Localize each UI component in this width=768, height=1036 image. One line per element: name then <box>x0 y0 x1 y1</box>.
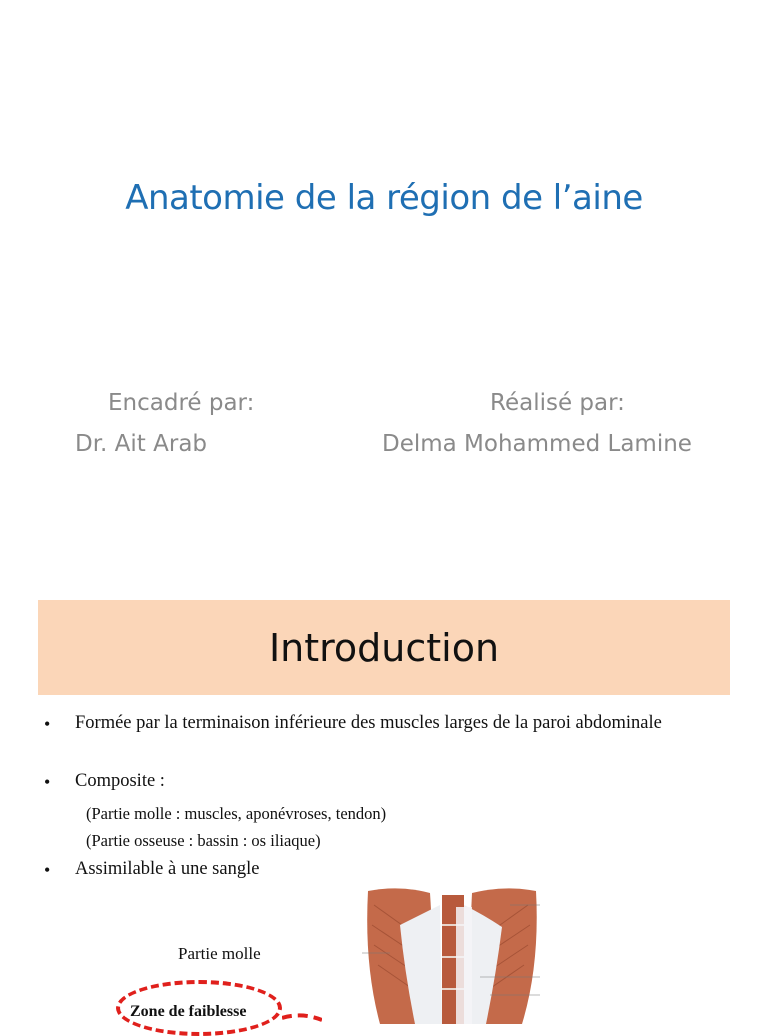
bullet-icon: • <box>44 860 51 880</box>
figure-label: Partie molle <box>178 944 261 963</box>
supervised-by-label: Encadré par: <box>108 390 255 416</box>
heading-banner <box>38 600 730 695</box>
sub-item: (Partie molle : muscles, aponévroses, tendon) <box>86 804 387 823</box>
author-name: Delma Mohammed Lamine <box>382 431 692 457</box>
bullet-item: Assimilable à une sangle <box>75 859 260 879</box>
bullet-icon: • <box>44 714 51 734</box>
bullet-icon: • <box>44 772 51 792</box>
made-by-label: Réalisé par: <box>490 390 625 416</box>
introduction-slide <box>0 588 768 1024</box>
slide-title: Anatomie de la région de l’aine <box>125 178 643 218</box>
bullet-item: Composite : <box>75 771 165 791</box>
bullet-item: Formée par la terminaison inférieure des muscles larges de la paroi abdominale <box>75 713 662 733</box>
highlight-label: Zone de faiblesse <box>130 1003 247 1020</box>
sub-item: (Partie osseuse : bassin : os iliaque) <box>86 831 321 850</box>
pointer-dash <box>282 1010 322 1024</box>
abdominal-muscles-illustration <box>360 885 542 1024</box>
supervisor-name: Dr. Ait Arab <box>75 431 208 457</box>
slide-heading: Introduction <box>268 625 500 670</box>
